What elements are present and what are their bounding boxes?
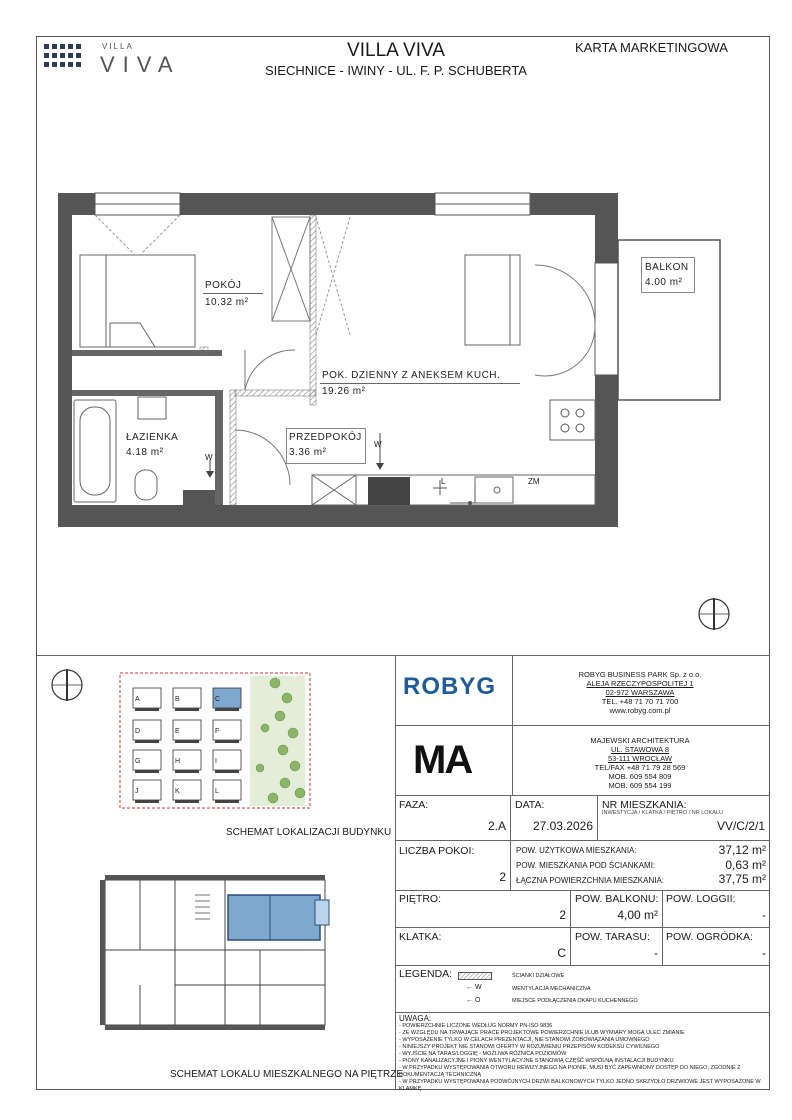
developer-info (560, 670, 720, 715)
info-row-5 (395, 1012, 770, 1013)
site-building-a: A (135, 696, 140, 703)
site-building-f: F (215, 728, 220, 735)
room-dzienny-area: 19.26 m² (322, 386, 366, 397)
note-line: - ZE WZGLĘDU NA TRWAJĄCE PRACE PROJEKTOWE POWIERZCHNIE I/LUB WYMIARY MOGĄ ULEC ZMIANIE (399, 1030, 685, 1036)
nr-mieszkania-label: NR MIESZKANIA: (602, 799, 687, 811)
room-lazienka-name: ŁAZIENKA (126, 432, 179, 443)
architect-line: MAJEWSKI ARCHITEKTURA (590, 736, 690, 745)
page-subtitle: SIECHNICE - IWINY - UL. F. P. SCHUBERTA (265, 63, 527, 78)
room-lazienka-area: 4.18 m² (126, 447, 164, 458)
nr-mieszkania-value: VV/C/2/1 (716, 819, 765, 833)
pod-scianami-value: 0,63 m² (725, 858, 766, 872)
site-building-c: C (215, 696, 221, 703)
info-row-3 (395, 927, 770, 928)
nr-mieszkania-sublabel: INWESTYCJA / KLATKA / PIĘTRO / NR LOKALU (602, 810, 723, 816)
left-col-divider (395, 655, 396, 1090)
site-building-i: I (215, 758, 217, 765)
loggia-label: POW. LOGGII: (666, 893, 736, 905)
room-dzienny-name: POK. DZIENNY Z ANEKSEM KUCH. (322, 370, 501, 381)
notes-list (399, 1023, 767, 1093)
info-row-1 (395, 840, 770, 841)
note-line: - W PRZYPADKU WYSTĘPOWANIA OTWORU REWIZYJNEGO NA PIONIE, MUSI BYĆ ZAPEWNIONY DOSTĘP DO NIEGO, ZGODNIE Z DOKUMENTACJĄ TECHNICZNĄ (399, 1065, 741, 1078)
info-col-1 (510, 795, 511, 840)
note-line: - POWIERZCHNIE LICZONE WEDŁUG NORMY PN-ISO 9836 (399, 1023, 553, 1029)
room-przedpokoj-area: 3.36 m² (289, 447, 327, 458)
klatka-value: C (557, 946, 566, 960)
floor-plan-caption: SCHEMAT LOKALU MIESZKALNEGO NA PIĘTRZE (170, 1069, 404, 1080)
mid-divider (36, 655, 770, 656)
room-przedpokoj-name: PRZEDPOKÓJ (289, 432, 362, 443)
architect-line: MOB. 609 554 809 (608, 772, 672, 781)
robyg-logo: ROBYG (403, 673, 497, 700)
site-building-b: B (175, 696, 180, 703)
site-building-l: L (215, 788, 219, 795)
liczba-pokoi-label: LICZBA POKOI: (399, 845, 475, 857)
faza-label: FAZA: (399, 799, 429, 811)
pietro-value: 2 (559, 908, 566, 922)
logo-small-text: VILLA (102, 42, 134, 51)
site-building-e: E (175, 728, 180, 735)
laczna-value: 37,75 m² (718, 872, 766, 886)
uzytkowa-value: 37,12 m² (718, 843, 766, 857)
uzytkowa-label: POW. UŻYTKOWA MIESZKANIA: (516, 846, 637, 855)
architect-info (560, 736, 720, 790)
faza-value: 2.A (487, 819, 506, 833)
dev-arch-divider (395, 725, 770, 726)
note-line: - WYJŚCIE NA TARAS/LOGGIĘ - MOŻLIWA RÓŻNICA POZIOMÓW (399, 1051, 567, 1057)
page-title: VILLA VIVA (347, 40, 445, 61)
room-przedpokoj-box (286, 428, 366, 464)
room-balkon-box (641, 257, 695, 293)
room-pokoj-underline (203, 293, 263, 294)
mark-zm: ZM (528, 477, 540, 486)
north-arrow-icon (697, 597, 731, 631)
note-line: - WYPOSAŻENIE TYLKO W CELACH PREZENTACJI, NIE STANOWI ZOBOWIĄZANIA UMOWNEGO (399, 1037, 650, 1043)
room-pokoj-name: POKÓJ (205, 280, 242, 291)
legend-item-text: WENTYLACJA MECHANICZNA (512, 986, 591, 992)
legend-item-text: MIEJSCE PODŁĄCZENIA OKAPU KUCHENNEGO (512, 998, 638, 1004)
mark-l: L (441, 477, 446, 486)
klatka-label: KLATKA: (399, 931, 442, 943)
info-col-3 (510, 840, 511, 890)
logo-big-text: VIVA (100, 52, 181, 77)
card-type-label: KARTA MARKETINGOWA (575, 40, 728, 55)
loggia-value: - (762, 908, 766, 922)
taras-label: POW. TARASU: (575, 931, 650, 943)
apartment-floor-plan (50, 185, 730, 535)
vent-mark-w-bath: W (205, 453, 213, 462)
developer-line: ROBYG BUSINESS PARK Sp. z o.o. (578, 670, 702, 679)
developer-line: www.robyg.com.pl (609, 706, 671, 715)
legend-item-symbol: ← O (466, 997, 481, 1004)
laczna-label: ŁĄCZNA POWIERZCHNIA MIESZKANIA: (516, 876, 665, 885)
developer-line: TEL. +48 71 70 71 700 (601, 697, 679, 706)
balkon-label: POW. BALKONU: (575, 893, 659, 905)
architect-line: 53-111 WROCŁAW (607, 754, 673, 763)
site-building-g: G (135, 758, 141, 765)
legend-item-text: ŚCIANKI DZIAŁOWE (512, 973, 565, 979)
room-balkon-name: BALKON (645, 262, 689, 273)
note-line: - W PRZYPADKU WYSTĘPOWANIA PODWÓJNYCH DRZWI BALKONOWYCH TYLKO JEDNO SKRZYDŁO DRZWIOWE JEST WYPOSAŻONE W KLAMKĘ (399, 1079, 761, 1092)
ma-logo: MA (413, 738, 472, 782)
info-row-2 (395, 890, 770, 891)
site-building-j: J (135, 788, 139, 795)
site-plan-caption: SCHEMAT LOKALIZACJI BUDYNKU (226, 827, 392, 838)
note-line: - PIONY KANALIZACYJNE I PIONY WENTYLACYJNE STANOWIĄ CZĘŚĆ WSPÓLNĄ INSTALACJI BUDYNKU (399, 1058, 674, 1064)
site-north-arrow-icon (50, 668, 84, 702)
info-row-4 (395, 965, 770, 966)
legend-title: LEGENDA: (399, 968, 453, 980)
architect-line: TEL/FAX +48 71 79 28 569 (594, 763, 686, 772)
ogrodek-label: POW. OGRÓDKA: (666, 931, 753, 943)
developer-line: 02-972 WARSZAWA (605, 688, 675, 697)
architect-line: UL. STAWOWA 8 (610, 745, 670, 754)
arch-info-divider (395, 795, 770, 796)
data-value: 27.03.2026 (532, 819, 593, 833)
notes-title: UWAGA: (399, 1014, 432, 1023)
taras-value: - (654, 946, 658, 960)
vent-mark-w-hall: W (374, 440, 382, 449)
legend-item-symbol: ← W (466, 984, 482, 991)
pod-scianami-label: POW. MIESZKANIA POD ŚCIANKAMI: (516, 861, 656, 870)
info-col-2 (597, 795, 598, 840)
site-plan (115, 668, 315, 813)
data-label: DATA: (515, 799, 545, 811)
site-building-k: K (175, 788, 180, 795)
logo-col-divider (512, 655, 513, 795)
site-building-d: D (135, 728, 141, 735)
liczba-pokoi-value: 2 (499, 870, 506, 884)
pietro-label: PIĘTRO: (399, 893, 442, 905)
site-building-h: H (175, 758, 181, 765)
room-dzienny-underline (320, 383, 520, 384)
ogrodek-value: - (762, 946, 766, 960)
room-pokoj-area: 10.32 m² (205, 297, 249, 308)
room-balkon-area: 4.00 m² (645, 277, 683, 288)
floor-location-plan (100, 875, 335, 1030)
note-line: - NINIEJSZY PROJEKT NIE STANOWI OFERTY W ROZUMIENIU PRZEPISÓW KODEKSU CYWILNEGO (399, 1044, 660, 1050)
architect-line: MOB. 609 554 199 (608, 781, 672, 790)
partition-wall-swatch-icon (458, 972, 492, 980)
balkon-value: 4,00 m² (617, 908, 658, 922)
developer-line: ALEJA RZECZYPOSPOLITEJ 1 (586, 679, 694, 688)
